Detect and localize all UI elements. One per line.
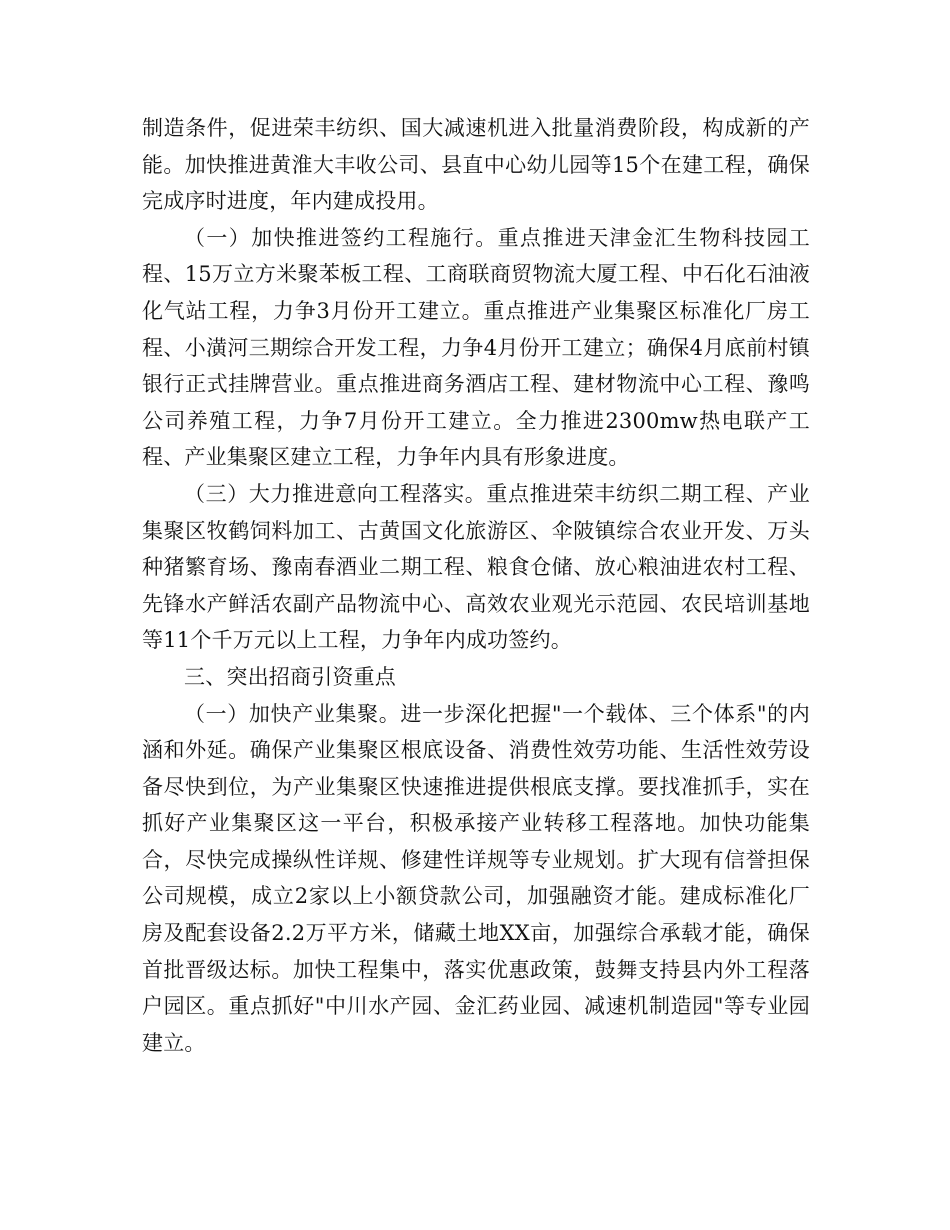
section-heading: 三、突出招商引资重点 <box>184 664 396 689</box>
paragraph-signed-projects: （一）加快推进签约工程施行。重点推进天津金汇生物科技园工程、15万立方米聚苯板工程、工商联商贸物流大厦工程、中石化石油液化气站工程，力争3月份开工建立。重点推进产业集聚区标准化厂房工程、小潢河三期综合开发工程，力争4月份开工建立；确保4月底前村镇银行正式挂牌营业。重点推进商务酒店工程、建材物流中心工程、豫鸣公司养殖工程，力争7月份开工建立。全力推进2300mw热电联产工程、产业集聚区建立工程，力争年内具有形象进度。 <box>142 225 810 470</box>
paragraph-intent-projects: （三）大力推进意向工程落实。重点推进荣丰纺织二期工程、产业集聚区牧鹤饲料加工、古黄国文化旅游区、伞陂镇综合农业开发、万头种猪繁育场、豫南春酒业二期工程、粮食仓储、放心粮油进农村工程、先锋水产鲜活农副产品物流中心、高效农业观光示范园、农民培训基地等11个千万元以上工程，力争年内成功签约。 <box>142 481 810 653</box>
paragraph-continuation: 制造条件，促进荣丰纺织、国大减速机进入批量消费阶段，构成新的产能。加快推进黄淮大丰收公司、县直中心幼儿园等15个在建工程，确保完成序时进度，年内建成投用。 <box>142 116 810 214</box>
paragraph-industry-cluster: （一）加快产业集聚。进一步深化把握"一个载体、三个体系"的内涵和外延。确保产业集聚区根底设备、消费性效劳功能、生活性效劳设备尽快到位，为产业集聚区快速推进提供根底支撑。要找准抓手，实在抓好产业集聚区这一平台，积极承接产业转移工程落地。加快功能集合，尽快完成操纵性详规、修建性详规等专业规划。扩大现有信誉担保公司规模，成立2家以上小额贷款公司，加强融资才能。建成标准化厂房及配套设备2.2万平方米，储藏土地XX亩，加强综合承载才能，确保首批晋级达标。加快工程集中，落实优惠政策，鼓舞支持县内外工程落户园区。重点抓好"中川水产园、金汇药业园、减速机制造园"等专业园建立。 <box>142 701 810 1055</box>
